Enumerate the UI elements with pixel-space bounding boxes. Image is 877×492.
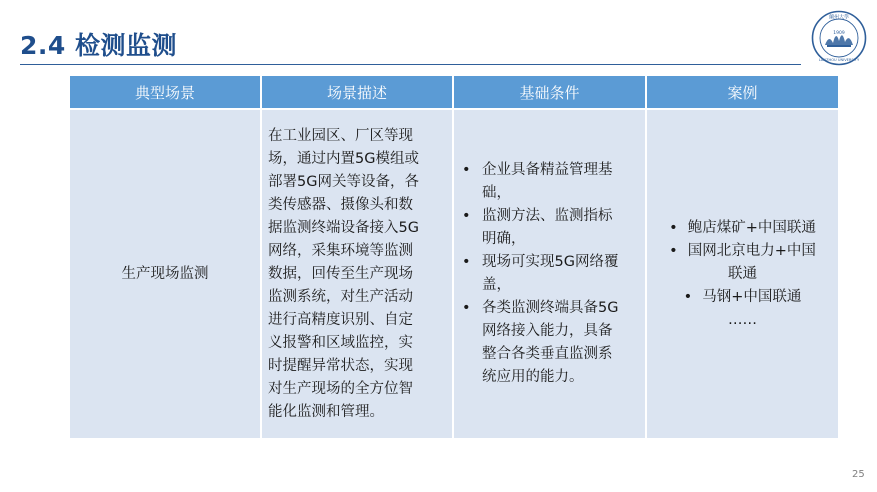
case-line: 国网北京电力+中国	[687, 242, 816, 259]
header-typical-scene: 典型场景	[69, 75, 261, 109]
header-basic-conditions: 基础条件	[453, 75, 646, 109]
condition-line: 统应用的能力。	[482, 369, 584, 385]
condition-line: 整合各类垂直监测系	[482, 346, 613, 362]
description-line: 数据，回传至生产现场	[268, 265, 413, 282]
description-line: 网络，采集环境等监测	[268, 242, 413, 259]
case-item	[657, 240, 828, 286]
scene-cell: 生产现场监测	[69, 109, 261, 439]
conditions-cell	[453, 109, 646, 439]
condition-line: • 监测方法、监测指标	[482, 208, 613, 224]
description-line: 监测系统，对生产活动	[268, 288, 413, 305]
page-number: 25	[852, 469, 865, 480]
description-line: 时提醒异常状态，实现	[268, 357, 413, 374]
case-more	[657, 309, 828, 332]
case-item	[657, 217, 828, 240]
condition-line: • 现场可实现5G网络覆	[482, 254, 619, 270]
description-line: 能化监测和管理。	[268, 403, 384, 420]
description-line: 场，通过内置5G模组或	[268, 150, 419, 167]
condition-line: 明确，	[482, 231, 526, 247]
case-line: 联通	[728, 265, 757, 282]
header-cases: 案例	[646, 75, 839, 109]
table-row	[69, 109, 839, 439]
bullet-icon: •	[669, 219, 678, 236]
table-header-row	[69, 75, 839, 109]
condition-item	[482, 159, 637, 205]
header-scene-description: 场景描述	[261, 75, 453, 109]
description-cell	[261, 109, 453, 439]
condition-item	[482, 205, 637, 251]
description-line: 在工业园区、厂区等现	[268, 127, 413, 144]
description-line: 对生产现场的全方位智	[268, 380, 413, 397]
scenario-table	[68, 74, 840, 440]
condition-item	[482, 297, 637, 389]
condition-line: 盖，	[482, 277, 511, 293]
case-line: 鲍店煤矿+中国联通	[687, 219, 816, 236]
bullet-icon: •	[669, 242, 678, 259]
case-item	[657, 286, 828, 309]
slide-title: 2.4 检测监测	[20, 31, 177, 60]
logo-bottom-text: LANZHOU UNIVERSITY	[818, 58, 860, 62]
description-line: 进行高精度识别、自定	[268, 311, 413, 328]
description-line: 部署5G网关等设备，各	[268, 173, 419, 190]
description-line: 类传感器、摄像头和数	[268, 196, 413, 213]
title-divider	[20, 64, 801, 65]
university-logo	[811, 10, 867, 66]
condition-item	[482, 251, 637, 297]
conditions-list	[454, 159, 645, 389]
logo-year: 1909	[833, 31, 845, 36]
description-line: 义报警和区域监控，实	[268, 334, 413, 351]
case-line: 马钢+中国联通	[702, 288, 802, 305]
description-line: 据监测终端设备接入5G	[268, 219, 419, 236]
cases-cell	[646, 109, 839, 439]
bullet-icon: •	[683, 288, 693, 305]
case-ellipsis: ……	[728, 311, 757, 328]
condition-line: 网络接入能力，具备	[482, 323, 613, 339]
logo-top-text: 蘭州大學	[828, 14, 850, 21]
cases-list	[647, 217, 838, 332]
condition-line: • 企业具备精益管理基	[482, 162, 613, 178]
condition-line: 础，	[482, 185, 511, 201]
condition-line: • 各类监测终端具备5G	[482, 300, 619, 316]
